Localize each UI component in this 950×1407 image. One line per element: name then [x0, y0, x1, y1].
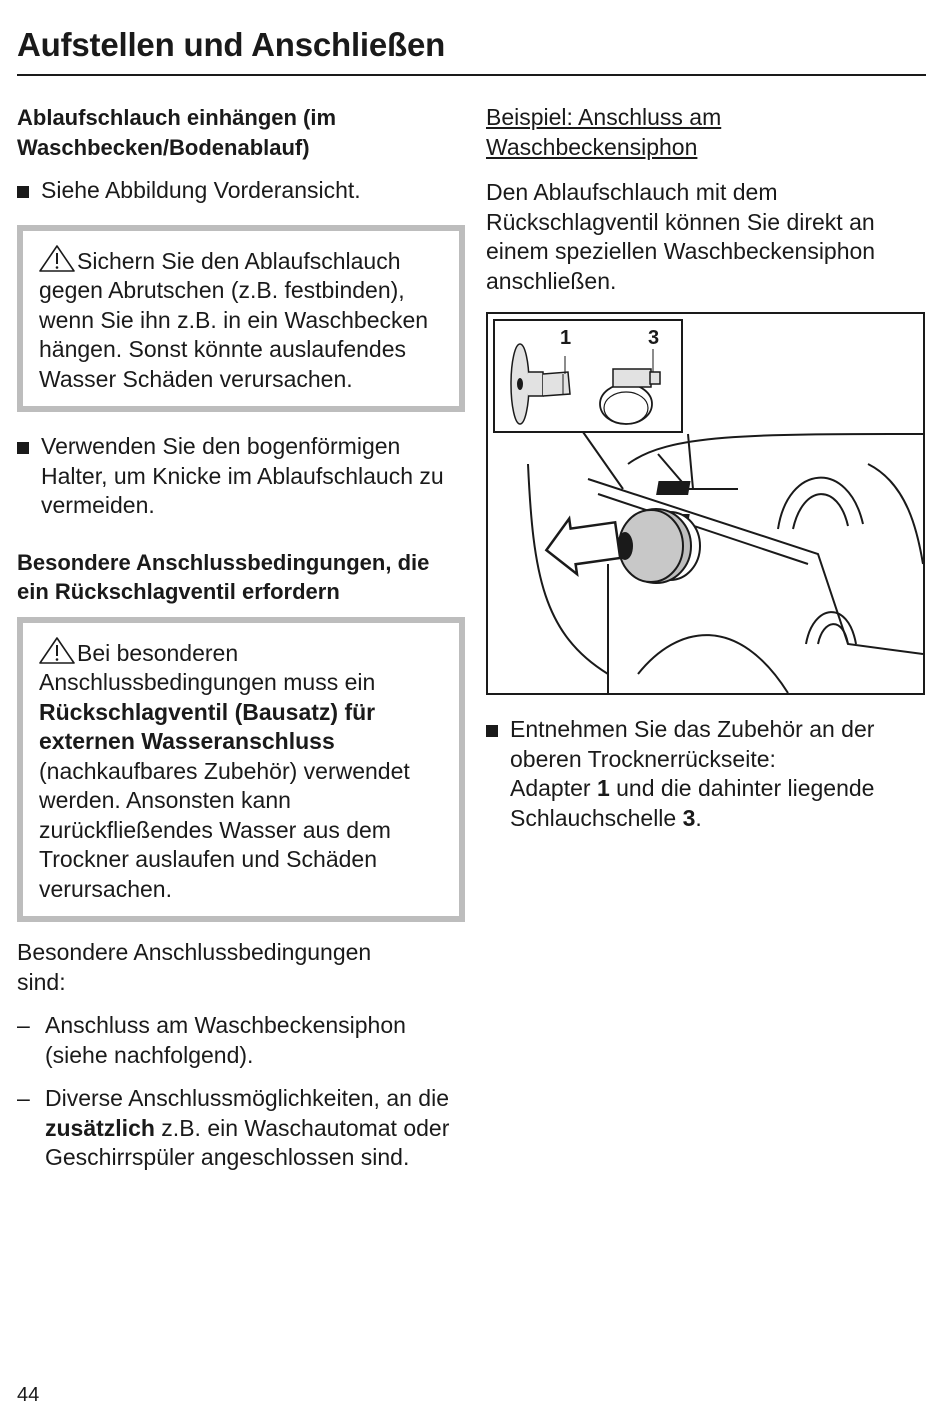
example-heading: Beispiel: Anschluss am Waschbeckensiphon [486, 104, 722, 160]
illustration-siphon-adapter [486, 312, 925, 695]
conditions-paragraph: Besondere Anschlussbedingungen sind: [17, 939, 372, 995]
bullet-bold-1: 1 [596, 775, 610, 801]
title-divider [17, 74, 926, 76]
section-heading-check-valve: Besondere Anschlussbedingungen, die ein Rückschlagventil erfordern [17, 549, 430, 604]
dash-text: Anschluss am Waschbeckensiphon (siehe nachfolgend). [45, 1012, 406, 1068]
square-bullet-icon [486, 725, 498, 737]
bullet-text: Verwenden Sie den bogenförmigen Halter, um Knicke im Ablaufschlauch zu vermeiden. [41, 433, 444, 518]
bullet-see-figure [17, 176, 459, 206]
bullet-text: Siehe Abbildung Vorderansicht. [41, 177, 361, 203]
warning-text: Sichern Sie den Ablaufschlauch gegen Abrutschen (z.B. festbinden), wenn Sie ihn z.B. in ein Waschbecken hängen. Sonst könnte auslaufendes Wasser Schäden verursachen. [39, 247, 429, 392]
dash-mark: – [17, 1012, 30, 1038]
warning-box-secure-hose [17, 225, 465, 413]
bullet-text-part4: . [695, 804, 702, 831]
figure-label-1: 1 [560, 327, 572, 349]
illustration-drawing [488, 314, 923, 693]
warning-text-part2: (nachkaufbares Zubehör) verwendet werden. Ansonsten kann zurückfließendes Wasser aus dem Trockner auslaufen und Schäden verursachen. [39, 757, 410, 902]
figure-label-3: 3 [648, 327, 660, 349]
bullet-text-part3: und die dahinter liegende Schlauchschelle [510, 775, 875, 831]
bullet-holder [17, 432, 459, 521]
page-number: 44 [17, 1384, 40, 1406]
example-paragraph: Den Ablaufschlauch mit dem Rückschlagventil können Sie direkt an einem speziellen Waschbeckensiphon anschließen. [486, 179, 876, 294]
page-title: Aufstellen und Anschließen [17, 26, 446, 63]
square-bullet-icon [17, 186, 29, 198]
warning-triangle-icon [39, 245, 75, 272]
bullet-text-part1: Entnehmen Sie das Zubehör an der oberen Trocknerrückseite: [510, 716, 875, 772]
square-bullet-icon [17, 442, 29, 454]
warning-text-part1: Bei besonderen Anschlussbedingungen muss ein [39, 639, 376, 695]
dash-item-siphon [17, 1011, 455, 1070]
bullet-bold-3: 3 [682, 804, 696, 831]
right-column [486, 103, 926, 296]
warning-box-check-valve [17, 617, 465, 923]
dash-text-part2: z.B. ein Waschautomat oder Geschirrspüler angeschlossen sind. [45, 1114, 450, 1170]
warning-text-bold: Rückschlagventil (Bausatz) für externen Wasseranschluss [39, 698, 376, 754]
dash-mark: – [17, 1085, 30, 1111]
dash-text-part1: Diverse Anschlussmöglichkeiten, an die [45, 1085, 449, 1111]
left-column [17, 103, 459, 1173]
section-heading-hose: Ablaufschlauch einhängen (im Waschbecken/Bodenablauf) [17, 105, 337, 160]
bullet-remove-accessory [486, 715, 940, 833]
dash-text-bold: zusätzlich [45, 1114, 155, 1141]
bullet-text-part2: Adapter [510, 775, 597, 801]
warning-triangle-icon [39, 637, 75, 664]
dash-item-other [17, 1084, 455, 1173]
